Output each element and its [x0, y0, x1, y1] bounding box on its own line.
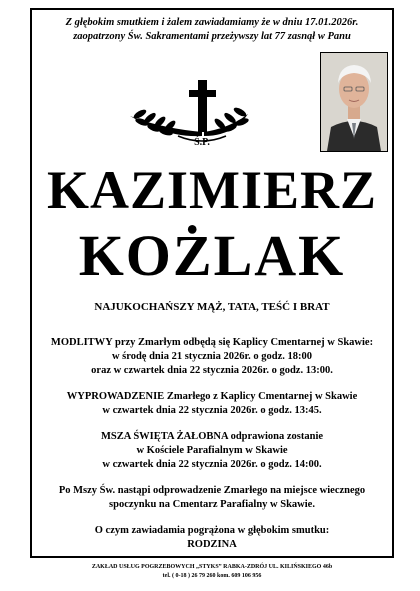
mass-line-3: w czwartek dnia 22 stycznia 2026r. o godz. 14:00.: [102, 459, 322, 470]
family-relation: NAJUKOCHAŃSZY MĄŻ, TATA, TEŚĆ I BRAT: [94, 301, 330, 313]
mass-line-1: MSZA ŚWIĘTA ŻAŁOBNA odprawiona zostanie: [100, 431, 324, 442]
footer-line-2: tel. ( 0-18 ) 26 79 260 kom. 609 106 956: [162, 573, 262, 579]
deceased-last-name: KOŻLAK: [78, 223, 346, 288]
procession-line-1: WYPROWADZENIE Zmarłego z Kaplicy Cmentarnej w Skawie: [66, 391, 358, 402]
procession-heading: WYPROWADZENIE: [66, 391, 165, 402]
procession-line-2: w czwartek dnia 22 stycznia 2026r. o godz. 13:45.: [102, 405, 322, 416]
portrait-image: [321, 53, 387, 151]
funeral-home-footer: [30, 563, 394, 581]
mass-heading: MSZA ŚWIĘTA ŻAŁOBNA: [100, 431, 228, 442]
closing-signature: RODZINA: [187, 539, 237, 550]
prayers-line-3: oraz w czwartek dnia 22 stycznia 2026r. o godz. 13:00.: [91, 365, 333, 376]
burial-line-1: Po Mszy Św. nastąpi odprowadzenie Zmarłego na miejsce wiecznego: [58, 485, 366, 496]
cross-wreath-emblem: [118, 76, 253, 148]
burial-section: [36, 484, 388, 512]
intro-text: [40, 16, 384, 44]
intro-line-2: zaopatrzony Św. Sakramentami przeżywszy lat 77 zasnął w Panu: [73, 31, 351, 42]
cross-icon: [118, 76, 253, 148]
burial-line-2: spoczynku na Cmentarz Parafialny w Skawie.: [109, 499, 315, 510]
prayers-section: [36, 336, 388, 378]
closing-section: [36, 524, 388, 552]
prayers-line-2: w środę dnia 21 stycznia 2026r. o godz. 18:00: [111, 351, 313, 362]
deceased-first-name: KAZIMIERZ: [46, 160, 378, 220]
footer-line-1: ZAKŁAD USŁUG POGRZEBOWYCH „STYKS” RABKA-ZDRÓJ UL. KILIŃSKIEGO 46b: [91, 564, 333, 570]
sp-label: Ś.P.: [194, 137, 210, 148]
procession-section: [36, 390, 388, 418]
mass-section: [36, 430, 388, 472]
prayers-line-1: MODLITWY przy Zmarłym odbędą się Kaplicy Cmentarnej w Skawie:: [50, 337, 374, 348]
closing-line-1: O czym zawiadamia pogrążona w głębokim smutku:: [94, 525, 330, 536]
prayers-heading: MODLITWY: [50, 337, 113, 348]
deceased-photo: [320, 52, 388, 152]
mass-line-2: w Kościele Parafialnym w Skawie: [136, 445, 288, 456]
intro-line-1: Z głębokim smutkiem i żalem zawiadamiamy że w dniu 17.01.2026r.: [65, 17, 359, 28]
